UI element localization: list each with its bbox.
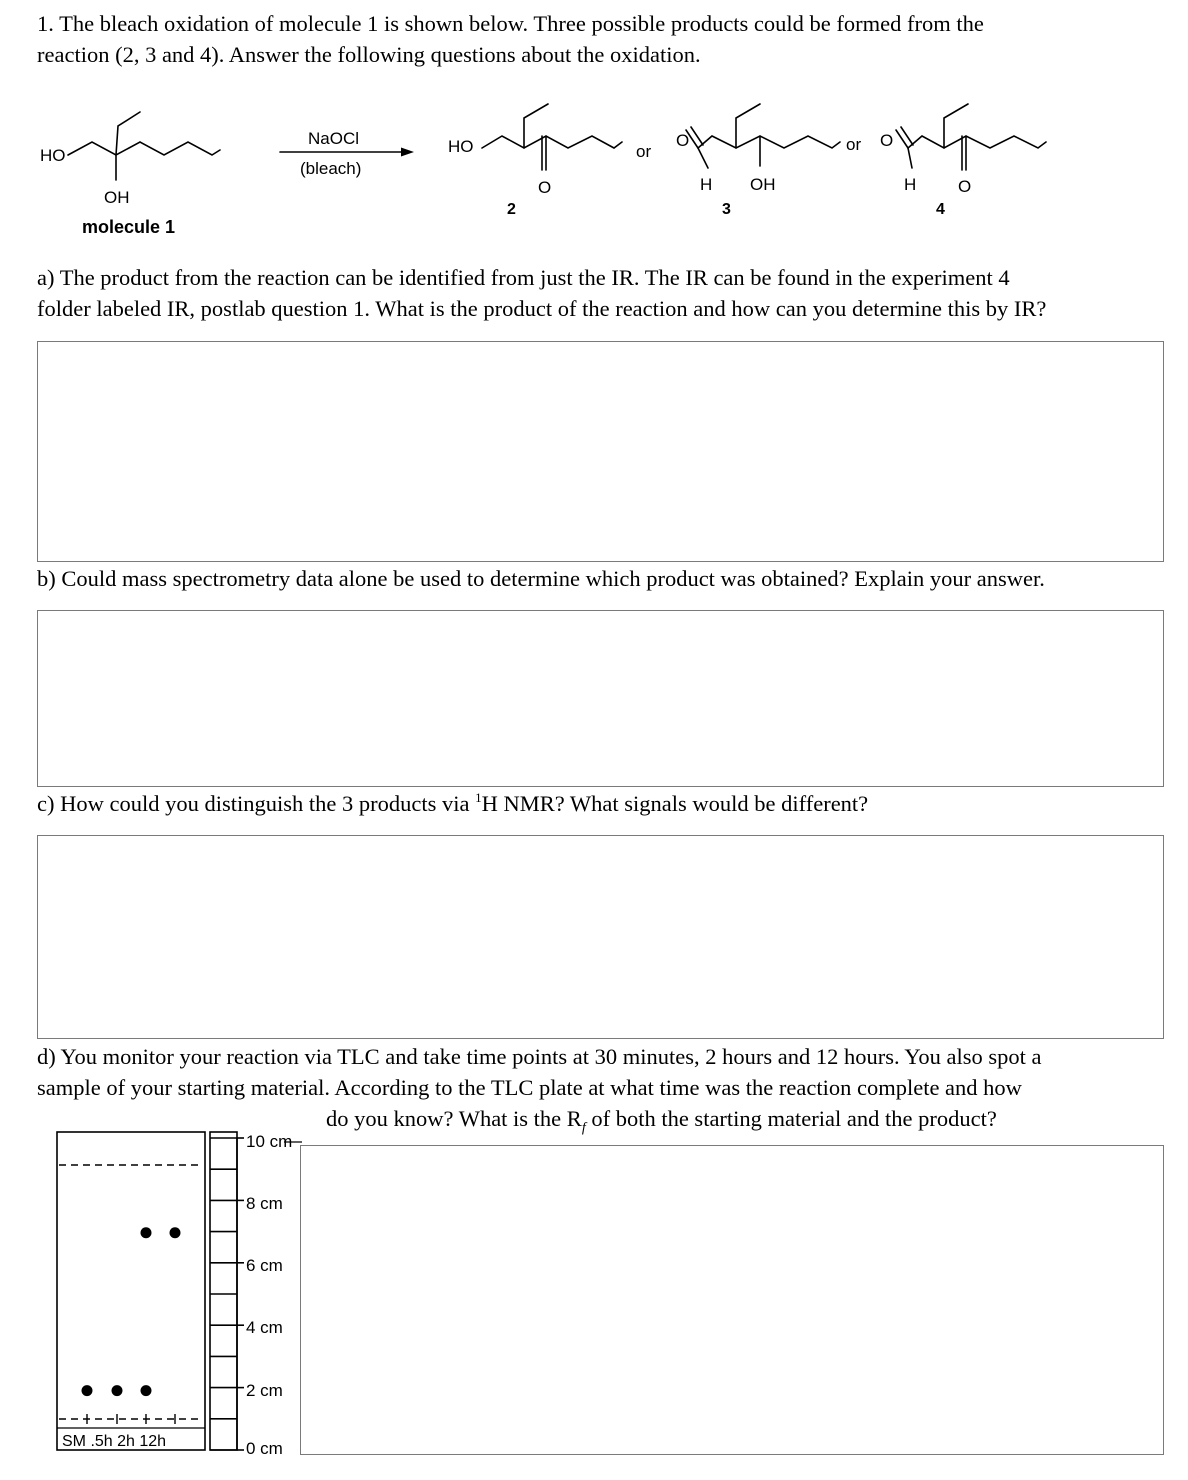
part-c-sup: 1 <box>475 790 482 805</box>
tlc-spot-12h-4 <box>170 1227 181 1238</box>
ruler-label-2cm: 2 cm <box>246 1381 283 1400</box>
part-c-question <box>37 788 868 819</box>
reagent-note: (bleach) <box>300 159 362 178</box>
p4-h-label: H <box>904 175 917 194</box>
tlc-spot-SM-0 <box>82 1385 93 1396</box>
tlc-spots <box>82 1227 181 1396</box>
reagent-label: NaOCl <box>308 129 360 148</box>
ruler-label-10cm: 10 cm <box>246 1132 293 1151</box>
ruler-label-6cm: 6 cm <box>246 1256 283 1275</box>
part-b-line-1: b) Could mass spectrometry data alone be used to determine which product was obtained? Explain your answer. <box>37 566 1045 591</box>
p3-h-label: H <box>700 175 713 194</box>
answer-box-d[interactable] <box>300 1145 1164 1455</box>
p3-oh-label: OH <box>750 175 776 194</box>
part-c-text-before: c) How could you distinguish the 3 products via <box>37 791 476 816</box>
part-d-line-2: sample of your starting material. According to the TLC plate at what time was the reaction complete and how <box>37 1075 1022 1100</box>
question-intro-line-2: reaction (2, 3 and 4). Answer the following questions about the oxidation. <box>37 42 701 67</box>
answer-box-a[interactable] <box>37 341 1164 562</box>
tlc-spot-5h-1 <box>112 1385 123 1396</box>
ruler-label-4cm: 4 cm <box>246 1318 283 1337</box>
p2-number: 2 <box>507 201 516 218</box>
sm-ho-label: HO <box>40 146 66 165</box>
p2-ho-label: HO <box>448 137 474 156</box>
p3-o-label: O <box>676 131 690 150</box>
answer-box-c[interactable] <box>37 835 1164 1039</box>
p4-o-top-label: O <box>880 131 894 150</box>
sm-caption: molecule 1 <box>82 217 176 237</box>
reaction-scheme <box>0 0 1188 245</box>
part-d-line-3 <box>326 1103 997 1144</box>
p4-number: 4 <box>936 201 945 218</box>
part-d-line-3-before: do you know? What is the R <box>326 1106 582 1131</box>
answer-box-b[interactable] <box>37 610 1164 787</box>
ruler <box>210 1132 237 1450</box>
tlc-plate <box>57 1132 205 1450</box>
part-d-line-1: d) You monitor your reaction via TLC and take time points at 30 minutes, 2 hours and 12 hours. You also spot a <box>37 1044 1042 1069</box>
p3-number: 3 <box>722 201 731 218</box>
p4-o-bottom-label: O <box>958 177 972 196</box>
tlc-lane-labels: SM .5h 2h 12h <box>62 1433 167 1450</box>
question-intro-line-1: 1. The bleach oxidation of molecule 1 is shown below. Three possible products could be formed from the <box>37 11 984 36</box>
part-d-rf-sub: f <box>581 1120 586 1136</box>
p2-o-label: O <box>538 178 552 197</box>
part-a-line-2: folder labeled IR, postlab question 1. What is the product of the reaction and how can you determine this by IR? <box>37 296 1047 321</box>
part-c-text-after: H NMR? What signals would be different? <box>481 791 869 816</box>
sm-oh-label: OH <box>104 188 130 207</box>
part-a-line-1: a) The product from the reaction can be identified from just the IR. The IR can be found in the experiment 4 <box>37 265 1010 290</box>
tlc-spot-2h-2 <box>141 1385 152 1396</box>
tlc-figure <box>50 1128 310 1458</box>
part-d-line-3-after: of both the starting material and the product? <box>585 1106 997 1131</box>
or-label-1: or <box>636 142 652 161</box>
ruler-label-0cm: 0 cm <box>246 1439 283 1458</box>
ruler-label-8cm: 8 cm <box>246 1194 283 1213</box>
or-label-2: or <box>846 135 862 154</box>
tlc-spot-2h-3 <box>141 1227 152 1238</box>
